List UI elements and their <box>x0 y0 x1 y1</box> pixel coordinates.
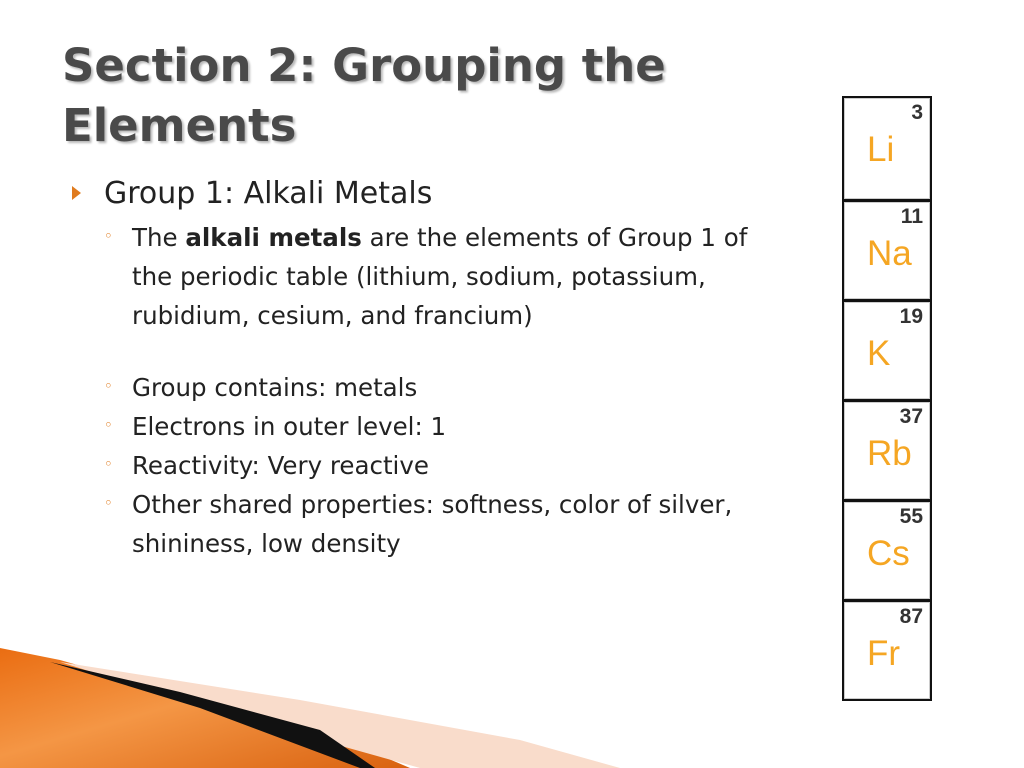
point-item <box>72 485 772 563</box>
definition-before: The <box>132 223 186 252</box>
circle-bullet-icon: ◦ <box>104 416 113 434</box>
element-cell-na <box>844 199 930 299</box>
point-text: Other shared properties: softness, color of silver, shininess, low density <box>132 490 733 558</box>
atomic-number: 87 <box>899 605 923 628</box>
element-symbol: Cs <box>867 534 910 573</box>
element-symbol: Rb <box>867 434 912 473</box>
point-item <box>72 368 772 407</box>
element-symbol: Na <box>867 234 912 273</box>
atomic-number: 37 <box>899 405 923 428</box>
element-cell-cs <box>844 499 930 599</box>
element-symbol: Fr <box>867 634 901 673</box>
element-cell-li <box>844 98 930 199</box>
element-symbol: K <box>867 334 891 373</box>
slide-title: Section 2: Grouping the Elements <box>62 39 666 152</box>
circle-bullet-icon: ◦ <box>104 377 113 395</box>
bullet-text: Group 1: Alkali Metals <box>104 176 433 211</box>
point-text: Electrons in outer level: 1 <box>132 412 447 441</box>
element-cell-k <box>844 299 930 399</box>
circle-bullet-icon: ◦ <box>104 455 113 473</box>
atomic-number: 19 <box>899 305 923 328</box>
point-item <box>72 407 772 446</box>
element-cell-rb <box>844 399 930 499</box>
definition-after: are the elements of Group 1 of the periodic table (lithium, sodium, potassium, rubidium, cesium, and francium) <box>132 223 748 330</box>
periodic-column <box>842 96 932 701</box>
circle-bullet-icon: ◦ <box>104 227 113 245</box>
atomic-number: 11 <box>900 205 923 228</box>
element-symbol: Li <box>867 130 895 169</box>
definition-bold-term: alkali metals <box>185 223 362 252</box>
spacer <box>72 335 772 368</box>
bullet-group-1 <box>72 172 772 216</box>
point-text: Group contains: metals <box>132 373 418 402</box>
point-item <box>72 446 772 485</box>
triangle-bullet-icon <box>72 186 81 200</box>
atomic-number: 3 <box>911 101 923 124</box>
circle-bullet-icon: ◦ <box>104 494 113 512</box>
element-cell-fr <box>844 599 930 699</box>
definition-item <box>72 218 772 335</box>
point-text: Reactivity: Very reactive <box>132 451 429 480</box>
atomic-number: 55 <box>899 505 923 528</box>
slide-content <box>72 172 772 563</box>
